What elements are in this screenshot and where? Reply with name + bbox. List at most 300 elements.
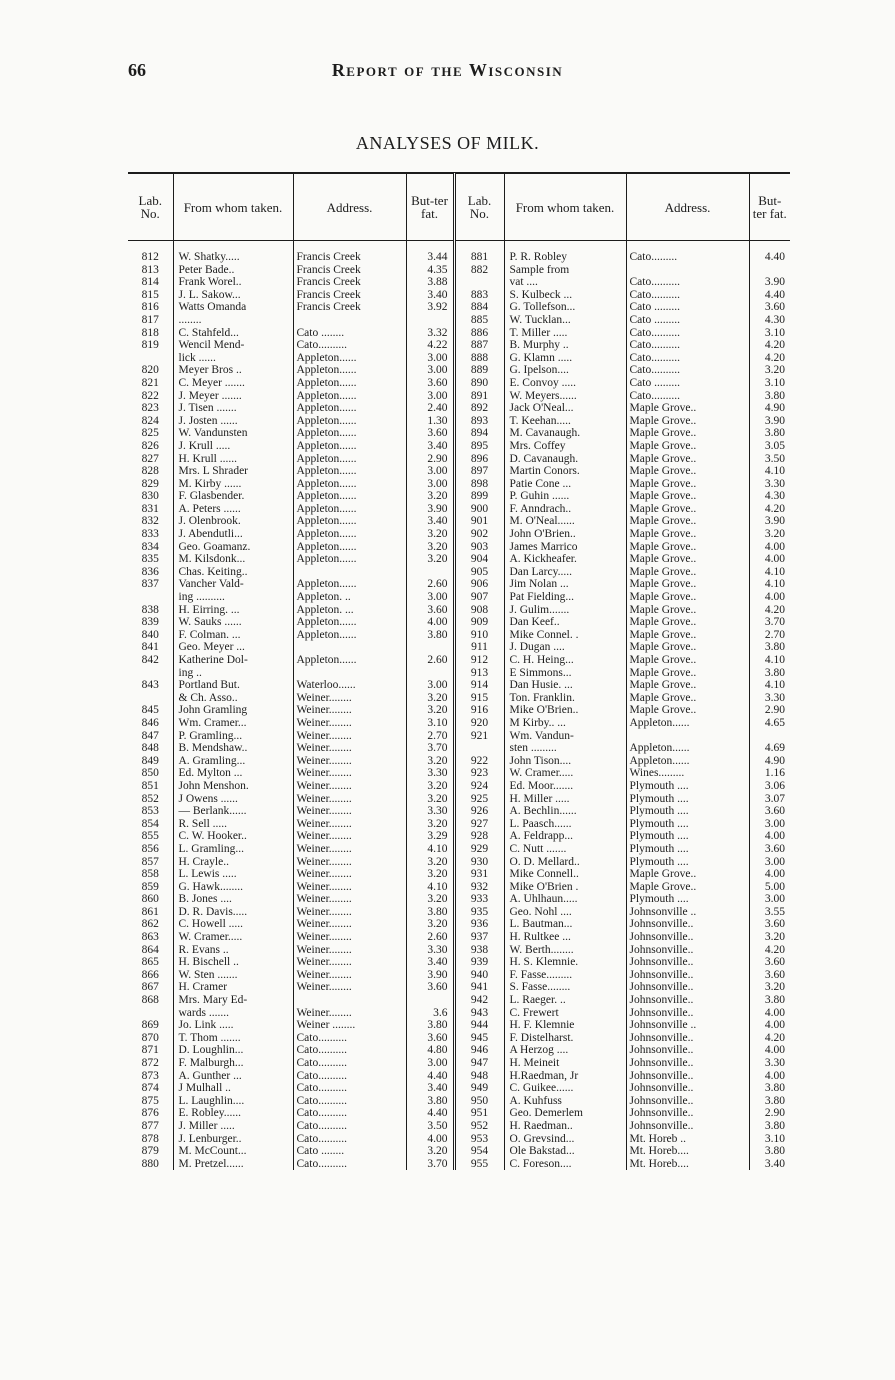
left-from-whom-cell: — Berlank...... <box>173 805 293 818</box>
table-row <box>128 805 790 818</box>
table-row <box>128 1133 790 1146</box>
left-address-cell: Weiner........ <box>293 931 406 944</box>
left-address-cell: Appleton...... <box>293 541 406 554</box>
left-address-cell: Cato ........ <box>293 1145 406 1158</box>
left-from-whom-cell: Ed. Mylton ... <box>173 767 293 780</box>
right-butter-fat-cell: 3.10 <box>764 376 785 389</box>
left-lab-no-cell: 874 <box>128 1082 173 1095</box>
left-address-cell: Weiner........ <box>293 956 406 969</box>
right-butter-fat-cell: 4.40 <box>764 251 785 263</box>
left-from-whom-cell: & Ch. Asso.. <box>173 692 293 705</box>
table-row <box>128 1158 790 1171</box>
right-from-whom-cell: Dan Keef.. <box>504 616 626 629</box>
right-from-whom-cell: vat .... <box>504 276 626 289</box>
table-row <box>128 981 790 994</box>
right-lab-no-cell: 885 <box>454 314 504 327</box>
right-lab-no-cell: 948 <box>454 1070 504 1083</box>
right-from-whom-cell: H. S. Klemnie. <box>504 956 626 969</box>
right-butter-fat-cell: 4.20 <box>764 1031 785 1044</box>
left-butter-fat-cell: 1.30 <box>406 415 454 428</box>
right-from-whom-cell: Ton. Franklin. <box>504 692 626 705</box>
left-lab-no-cell: 835 <box>128 553 173 566</box>
left-address-cell: Weiner........ <box>293 981 406 994</box>
right-butter-fat-cell: 3.55 <box>764 905 785 918</box>
right-address-cell: Maple Grove.. <box>626 541 749 554</box>
right-from-whom-cell: M Kirby.. ... <box>504 717 626 730</box>
left-from-whom-cell: F. Malburgh... <box>173 1057 293 1070</box>
left-butter-fat-cell <box>406 994 454 1007</box>
right-butter-fat-cell: 4.30 <box>764 313 785 326</box>
table-row <box>128 478 790 491</box>
right-address-cell: Cato.......... <box>626 352 749 365</box>
right-butter-fat-cell: 3.30 <box>764 691 785 704</box>
left-butter-fat-cell: 3.40 <box>406 956 454 969</box>
left-address-cell: Appleton...... <box>293 503 406 516</box>
left-lab-no-cell: 825 <box>128 427 173 440</box>
left-butter-fat-cell: 4.00 <box>406 616 454 629</box>
left-address-cell: Appleton...... <box>293 415 406 428</box>
left-butter-fat-cell: 3.60 <box>406 377 454 390</box>
left-lab-no-cell: 827 <box>128 453 173 466</box>
right-from-whom-cell: Mrs. Coffey <box>504 440 626 453</box>
left-butter-fat-cell: 3.20 <box>406 692 454 705</box>
left-lab-no-cell: 871 <box>128 1044 173 1057</box>
left-butter-fat-cell: 2.70 <box>406 730 454 743</box>
left-from-whom-cell: D. Loughlin... <box>173 1044 293 1057</box>
right-address-cell: Maple Grove.. <box>626 528 749 541</box>
left-butter-fat-cell: 3.00 <box>406 390 454 403</box>
right-butter-fat-cell: 3.80 <box>764 1119 785 1132</box>
left-lab-no-cell <box>128 1007 173 1020</box>
right-butter-fat-cell: 3.20 <box>764 364 785 377</box>
left-lab-no-cell: 818 <box>128 327 173 340</box>
left-from-whom-cell: Wm. Cramer... <box>173 717 293 730</box>
left-from-whom-cell: H. Krull ...... <box>173 453 293 466</box>
right-address-cell: Johnsonville.. <box>626 1095 749 1108</box>
right-lab-no-cell: 890 <box>454 377 504 390</box>
left-from-whom-cell: H. Crayle.. <box>173 856 293 869</box>
col-from-whom-right: From whom taken. <box>504 174 626 241</box>
left-lab-no-cell: 834 <box>128 541 173 554</box>
left-butter-fat-cell: 2.40 <box>406 402 454 415</box>
left-lab-no-cell: 880 <box>128 1158 173 1171</box>
right-butter-fat-cell: 3.20 <box>764 981 785 994</box>
right-lab-no-cell: 904 <box>454 553 504 566</box>
right-butter-fat-cell: 3.20 <box>764 528 785 541</box>
right-lab-no-cell: 893 <box>454 415 504 428</box>
table-row <box>128 390 790 403</box>
left-lab-no-cell: 866 <box>128 969 173 982</box>
right-butter-fat-cell: 4.20 <box>764 339 785 352</box>
table-row <box>128 415 790 428</box>
right-address-cell: Maple Grove.. <box>626 465 749 478</box>
right-address-cell: Johnsonville.. <box>626 1070 749 1083</box>
right-lab-no-cell: 954 <box>454 1145 504 1158</box>
left-butter-fat-cell: 3.30 <box>406 944 454 957</box>
right-butter-fat-cell: 4.10 <box>764 578 785 591</box>
right-lab-no-cell: 882 <box>454 264 504 277</box>
left-butter-fat-cell: 4.40 <box>406 1070 454 1083</box>
right-from-whom-cell: W. Cramer..... <box>504 767 626 780</box>
right-address-cell: Appleton...... <box>626 717 749 730</box>
right-address-cell: Plymouth .... <box>626 830 749 843</box>
table-row <box>128 755 790 768</box>
left-butter-fat-cell: 3.88 <box>406 276 454 289</box>
right-lab-no-cell: 930 <box>454 856 504 869</box>
left-address-cell: Appleton...... <box>293 553 406 566</box>
table-row <box>128 301 790 314</box>
left-address-cell: Cato.......... <box>293 1082 406 1095</box>
left-from-whom-cell: John Menshon. <box>173 780 293 793</box>
right-butter-fat-cell: 4.00 <box>764 553 785 566</box>
right-from-whom-cell: F. Anndrach.. <box>504 503 626 516</box>
right-butter-fat-cell: 4.90 <box>764 402 785 415</box>
left-butter-fat-cell: 3.40 <box>406 1082 454 1095</box>
right-lab-no-cell: 901 <box>454 515 504 528</box>
left-lab-no-cell: 851 <box>128 780 173 793</box>
right-from-whom-cell: Sample from <box>504 264 626 277</box>
right-lab-no-cell: 955 <box>454 1158 504 1171</box>
left-butter-fat-cell: 4.35 <box>406 264 454 277</box>
left-from-whom-cell: R. Sell ..... <box>173 818 293 831</box>
left-butter-fat-cell: 3.44 <box>406 251 454 264</box>
right-from-whom-cell: Mike O'Brien . <box>504 881 626 894</box>
running-head <box>0 60 895 81</box>
left-address-cell: Cato.......... <box>293 1095 406 1108</box>
left-from-whom-cell: Wencil Mend- <box>173 339 293 352</box>
left-lab-no-cell: 865 <box>128 956 173 969</box>
right-lab-no-cell: 947 <box>454 1057 504 1070</box>
right-butter-fat-cell: 4.20 <box>764 603 785 616</box>
left-address-cell: Appleton...... <box>293 377 406 390</box>
left-lab-no-cell: 870 <box>128 1032 173 1045</box>
left-address-cell: Appleton...... <box>293 465 406 478</box>
right-from-whom-cell: H. Miller ..... <box>504 793 626 806</box>
right-butter-fat-cell: 3.80 <box>764 1145 785 1158</box>
header-row <box>128 174 790 241</box>
left-address-cell <box>293 566 406 579</box>
left-butter-fat-cell: 3.40 <box>406 289 454 302</box>
right-lab-no-cell: 889 <box>454 364 504 377</box>
right-lab-no-cell <box>454 742 504 755</box>
left-address-cell: Weiner........ <box>293 944 406 957</box>
right-address-cell: Maple Grove.. <box>626 427 749 440</box>
right-address-cell: Johnsonville.. <box>626 1120 749 1133</box>
right-address-cell: Johnsonville.. <box>626 1044 749 1057</box>
left-lab-no-cell: 859 <box>128 881 173 894</box>
left-from-whom-cell: Geo. Goamanz. <box>173 541 293 554</box>
right-address-cell: Maple Grove.. <box>626 402 749 415</box>
right-address-cell: Cato......... <box>626 251 749 264</box>
left-lab-no-cell: 814 <box>128 276 173 289</box>
table-row <box>128 629 790 642</box>
right-address-cell: Maple Grove.. <box>626 515 749 528</box>
right-butter-fat-cell: 4.69 <box>764 742 785 755</box>
left-from-whom-cell: J. Meyer ....... <box>173 390 293 403</box>
left-from-whom-cell: J. L. Sakow... <box>173 289 293 302</box>
right-butter-fat-cell: 4.65 <box>764 716 785 729</box>
left-butter-fat-cell: 3.29 <box>406 830 454 843</box>
table-row <box>128 692 790 705</box>
table-row <box>128 1019 790 1032</box>
right-lab-no-cell: 909 <box>454 616 504 629</box>
right-address-cell: Johnsonville.. <box>626 981 749 994</box>
right-address-cell: Maple Grove.. <box>626 868 749 881</box>
right-lab-no-cell: 914 <box>454 679 504 692</box>
left-from-whom-cell: Mrs. Mary Ed- <box>173 994 293 1007</box>
right-address-cell: Wines......... <box>626 767 749 780</box>
right-from-whom-cell: M. Cavanaugh. <box>504 427 626 440</box>
right-address-cell: Johnsonville.. <box>626 1007 749 1020</box>
right-lab-no-cell: 953 <box>454 1133 504 1146</box>
milk-analyses-table <box>128 172 790 1170</box>
right-address-cell: Maple Grove.. <box>626 578 749 591</box>
right-from-whom-cell: T. Miller ..... <box>504 327 626 340</box>
right-butter-fat-cell: 4.20 <box>764 943 785 956</box>
right-address-cell: Johnsonville.. <box>626 1107 749 1120</box>
right-from-whom-cell: J. Dugan .... <box>504 641 626 654</box>
right-address-cell: Plymouth .... <box>626 843 749 856</box>
right-address-cell: Plymouth .... <box>626 805 749 818</box>
right-lab-no-cell: 940 <box>454 969 504 982</box>
right-from-whom-cell: Dan Larcy..... <box>504 566 626 579</box>
right-lab-no-cell: 941 <box>454 981 504 994</box>
right-butter-fat-cell: 3.00 <box>764 893 785 906</box>
left-lab-no-cell: 845 <box>128 704 173 717</box>
left-butter-fat-cell: 3.20 <box>406 868 454 881</box>
left-from-whom-cell: M. McCount... <box>173 1145 293 1158</box>
left-lab-no-cell: 863 <box>128 931 173 944</box>
right-from-whom-cell: Martin Conors. <box>504 465 626 478</box>
right-address-cell: Maple Grove.. <box>626 692 749 705</box>
table-row <box>128 377 790 390</box>
left-from-whom-cell: J. Josten ...... <box>173 415 293 428</box>
right-from-whom-cell: A. Feldrapp... <box>504 830 626 843</box>
right-lab-no-cell: 884 <box>454 301 504 314</box>
left-butter-fat-cell: 3.10 <box>406 717 454 730</box>
left-butter-fat-cell: 2.60 <box>406 931 454 944</box>
right-address-cell: Maple Grove.. <box>626 704 749 717</box>
right-from-whom-cell: L. Raeger. .. <box>504 994 626 1007</box>
left-address-cell: Appleton...... <box>293 352 406 365</box>
left-lab-no-cell: 830 <box>128 490 173 503</box>
left-butter-fat-cell: 3.90 <box>406 503 454 516</box>
right-address-cell: Cato.......... <box>626 289 749 302</box>
right-butter-fat-cell: 2.70 <box>764 628 785 641</box>
col-butter-fat-right: But-ter fat. <box>749 174 790 241</box>
right-lab-no-cell: 924 <box>454 780 504 793</box>
right-from-whom-cell: W. Berth........ <box>504 944 626 957</box>
left-butter-fat-cell: 4.80 <box>406 1044 454 1057</box>
right-address-cell: Cato ......... <box>626 377 749 390</box>
right-butter-fat-cell: 4.00 <box>764 540 785 553</box>
left-address-cell: Waterloo...... <box>293 679 406 692</box>
left-from-whom-cell: A. Gramling... <box>173 755 293 768</box>
left-from-whom-cell: L. Lewis ..... <box>173 868 293 881</box>
right-from-whom-cell: John Tison.... <box>504 755 626 768</box>
left-address-cell <box>293 667 406 680</box>
table-row <box>128 704 790 717</box>
left-butter-fat-cell: 4.10 <box>406 881 454 894</box>
right-butter-fat-cell: 3.80 <box>764 666 785 679</box>
right-from-whom-cell: H. Meineit <box>504 1057 626 1070</box>
left-lab-no-cell: 836 <box>128 566 173 579</box>
left-lab-no-cell: 826 <box>128 440 173 453</box>
left-address-cell: Appleton...... <box>293 427 406 440</box>
right-lab-no-cell: 920 <box>454 717 504 730</box>
left-lab-no-cell: 819 <box>128 339 173 352</box>
right-butter-fat-cell: 3.00 <box>764 855 785 868</box>
left-address-cell: Francis Creek <box>293 251 406 264</box>
right-address-cell: Plymouth .... <box>626 856 749 869</box>
left-lab-no-cell: 816 <box>128 301 173 314</box>
right-address-cell: Johnsonville .. <box>626 906 749 919</box>
right-address-cell: Johnsonville.. <box>626 918 749 931</box>
right-lab-no-cell: 943 <box>454 1007 504 1020</box>
right-address-cell: Plymouth .... <box>626 793 749 806</box>
table-row <box>128 541 790 554</box>
right-butter-fat-cell: 4.00 <box>764 868 785 881</box>
right-butter-fat-cell: 3.80 <box>764 641 785 654</box>
left-lab-no-cell <box>128 591 173 604</box>
right-butter-fat-cell: 4.00 <box>764 1019 785 1032</box>
left-butter-fat-cell: 3.20 <box>406 918 454 931</box>
right-address-cell: Maple Grove.. <box>626 503 749 516</box>
left-lab-no-cell: 862 <box>128 918 173 931</box>
left-butter-fat-cell <box>406 566 454 579</box>
right-lab-no-cell: 902 <box>454 528 504 541</box>
right-address-cell: Cato.......... <box>626 327 749 340</box>
left-lab-no-cell: 875 <box>128 1095 173 1108</box>
left-address-cell: Francis Creek <box>293 301 406 314</box>
left-from-whom-cell: Mrs. L Shrader <box>173 465 293 478</box>
right-lab-no-cell: 939 <box>454 956 504 969</box>
right-from-whom-cell: P. Guhin ...... <box>504 490 626 503</box>
right-butter-fat-cell: 4.00 <box>764 1044 785 1057</box>
left-butter-fat-cell: 3.70 <box>406 1158 454 1171</box>
right-lab-no-cell: 894 <box>454 427 504 440</box>
left-from-whom-cell: W. Shatky..... <box>173 251 293 264</box>
right-lab-no-cell: 921 <box>454 730 504 743</box>
left-butter-fat-cell: 3.20 <box>406 490 454 503</box>
left-address-cell: Cato.......... <box>293 1120 406 1133</box>
right-butter-fat-cell: 3.50 <box>764 452 785 465</box>
left-butter-fat-cell: 4.22 <box>406 339 454 352</box>
table-row <box>128 830 790 843</box>
table-row <box>128 427 790 440</box>
col-lab-no-left: Lab. No. <box>128 174 173 241</box>
left-address-cell: Cato.......... <box>293 1070 406 1083</box>
left-from-whom-cell: lick ...... <box>173 352 293 365</box>
left-address-cell: Cato ........ <box>293 327 406 340</box>
right-address-cell: Cato ......... <box>626 314 749 327</box>
right-butter-fat-cell: 4.20 <box>764 351 785 364</box>
left-address-cell: Appleton...... <box>293 629 406 642</box>
right-lab-no-cell: 881 <box>454 251 504 264</box>
right-lab-no-cell: 915 <box>454 692 504 705</box>
table-row <box>128 1044 790 1057</box>
left-butter-fat-cell: 3.20 <box>406 818 454 831</box>
right-address-cell: Cato ......... <box>626 301 749 314</box>
left-lab-no-cell: 853 <box>128 805 173 818</box>
left-address-cell: Weiner........ <box>293 692 406 705</box>
left-butter-fat-cell: 3.32 <box>406 327 454 340</box>
table-row <box>128 730 790 743</box>
table-row <box>128 843 790 856</box>
left-address-cell: Weiner........ <box>293 805 406 818</box>
left-from-whom-cell: Portland But. <box>173 679 293 692</box>
left-lab-no-cell: 879 <box>128 1145 173 1158</box>
right-from-whom-cell: D. Cavanaugh. <box>504 453 626 466</box>
left-butter-fat-cell: 3.40 <box>406 515 454 528</box>
left-from-whom-cell: J. Olenbrook. <box>173 515 293 528</box>
left-lab-no-cell: 854 <box>128 818 173 831</box>
table-row <box>128 264 790 277</box>
left-butter-fat-cell: 3.20 <box>406 541 454 554</box>
left-lab-no-cell: 857 <box>128 856 173 869</box>
left-address-cell: Weiner........ <box>293 881 406 894</box>
left-lab-no-cell: 831 <box>128 503 173 516</box>
table-row <box>128 339 790 352</box>
col-address-left: Address. <box>293 174 406 241</box>
left-address-cell: Weiner........ <box>293 843 406 856</box>
right-butter-fat-cell: 3.10 <box>764 1132 785 1145</box>
left-lab-no-cell: 861 <box>128 906 173 919</box>
right-from-whom-cell: L. Bautman... <box>504 918 626 931</box>
left-from-whom-cell: W. Cramer..... <box>173 931 293 944</box>
left-address-cell: Appleton...... <box>293 578 406 591</box>
right-address-cell: Appleton...... <box>626 742 749 755</box>
right-lab-no-cell: 899 <box>454 490 504 503</box>
left-from-whom-cell: Katherine Dol- <box>173 654 293 667</box>
right-address-cell: Appleton...... <box>626 755 749 768</box>
table-row <box>128 742 790 755</box>
left-from-whom-cell: H. Eirring. ... <box>173 604 293 617</box>
right-from-whom-cell: Mike Connel. . <box>504 629 626 642</box>
left-address-cell: Weiner........ <box>293 818 406 831</box>
left-lab-no-cell: 821 <box>128 377 173 390</box>
left-from-whom-cell: T. Thom ....... <box>173 1032 293 1045</box>
left-lab-no-cell: 848 <box>128 742 173 755</box>
left-address-cell: Weiner........ <box>293 868 406 881</box>
left-address-cell: Appleton...... <box>293 478 406 491</box>
right-butter-fat-cell: 3.90 <box>764 276 785 289</box>
right-from-whom-cell: Jack O'Neal... <box>504 402 626 415</box>
right-address-cell: Maple Grove.. <box>626 679 749 692</box>
left-butter-fat-cell: 3.50 <box>406 1120 454 1133</box>
left-butter-fat-cell: 2.60 <box>406 654 454 667</box>
right-address-cell: Johnsonville.. <box>626 931 749 944</box>
right-lab-no-cell: 928 <box>454 830 504 843</box>
right-lab-no-cell: 907 <box>454 591 504 604</box>
left-butter-fat-cell <box>406 314 454 327</box>
left-lab-no-cell <box>128 352 173 365</box>
table-row <box>128 667 790 680</box>
table-row <box>128 793 790 806</box>
left-from-whom-cell: John Gramling <box>173 704 293 717</box>
right-butter-fat-cell: 3.20 <box>764 931 785 944</box>
left-from-whom-cell: J Owens ...... <box>173 793 293 806</box>
right-address-cell: Maple Grove.. <box>626 415 749 428</box>
left-butter-fat-cell: 3.60 <box>406 1032 454 1045</box>
right-address-cell <box>626 730 749 743</box>
right-butter-fat-cell: 3.07 <box>764 792 785 805</box>
left-butter-fat-cell: 3.20 <box>406 780 454 793</box>
left-lab-no-cell: 817 <box>128 314 173 327</box>
right-address-cell: Cato.......... <box>626 339 749 352</box>
right-lab-no-cell: 895 <box>454 440 504 453</box>
left-address-cell: Cato.......... <box>293 1032 406 1045</box>
